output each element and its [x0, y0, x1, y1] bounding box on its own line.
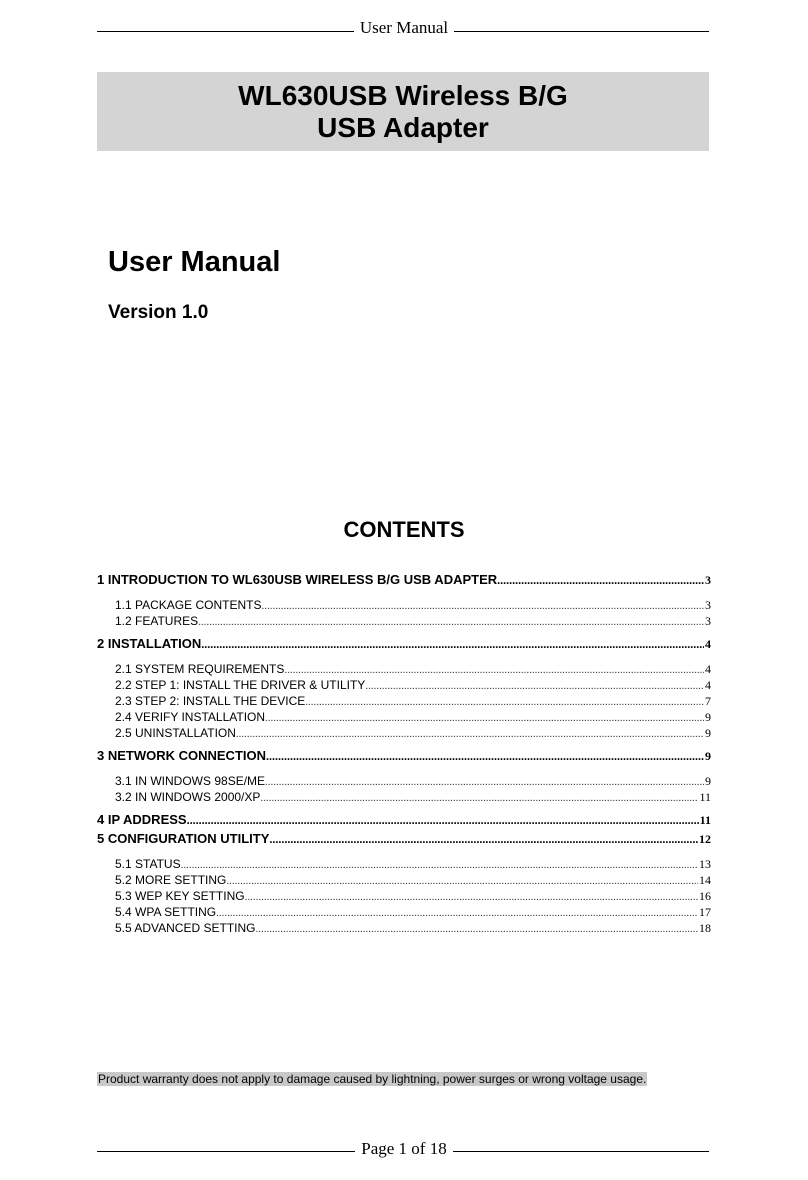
- toc-leader-dots: [269, 832, 698, 847]
- toc-entry-page: 3: [705, 573, 711, 587]
- toc-section-row[interactable]: [97, 636, 711, 655]
- toc-entry-label: 3.2 IN WINDOWS 2000/XP: [115, 790, 261, 804]
- toc-entry-page: 4: [705, 637, 711, 651]
- toc-leader-dots: [216, 907, 698, 919]
- toc-entry-label: 5.2 MORE SETTING: [115, 873, 227, 887]
- toc-entry-page: 4: [705, 662, 711, 676]
- toc-subsection-row[interactable]: [97, 921, 711, 937]
- toc-leader-dots: [265, 712, 704, 724]
- toc-subsection-row[interactable]: [97, 857, 711, 873]
- toc-subsection-row[interactable]: [97, 726, 711, 742]
- title-box: [97, 72, 709, 151]
- toc-entry-page: 13: [699, 857, 711, 871]
- toc-entry-page: 17: [699, 905, 711, 919]
- toc-leader-dots: [260, 792, 698, 804]
- title-line-1: WL630USB Wireless B/G: [238, 79, 568, 111]
- toc-entry-page: 9: [705, 710, 711, 724]
- toc-entry-label: 1.2 FEATURES: [115, 614, 199, 628]
- toc-entry-page: 18: [699, 921, 711, 935]
- toc-subsection-row[interactable]: [97, 905, 711, 921]
- toc-entry-page: 12: [699, 832, 711, 846]
- toc-leader-dots: [181, 859, 698, 871]
- toc-subsection-row[interactable]: [97, 598, 711, 614]
- toc-entry-label: 2.5 UNINSTALLATION: [115, 726, 236, 740]
- footer-page-label: Page 1 of 18: [0, 1139, 808, 1159]
- toc-leader-dots: [265, 776, 704, 788]
- toc-subsection-row[interactable]: [97, 614, 711, 630]
- toc-leader-dots: [255, 923, 698, 935]
- toc-entry-page: 4: [705, 678, 711, 692]
- toc-leader-dots: [226, 875, 698, 887]
- toc-entry-page: 11: [699, 790, 711, 804]
- toc-entry-label: 2.1 SYSTEM REQUIREMENTS: [115, 662, 285, 676]
- toc-leader-dots: [284, 664, 704, 676]
- toc-entry-label: 5 CONFIGURATION UTILITY: [97, 831, 270, 846]
- toc-entry-page: 3: [705, 614, 711, 628]
- warranty-disclaimer: Product warranty does not apply to damage caused by lightning, power surges or wrong voltage usage.: [98, 1072, 647, 1086]
- toc-subsection-row[interactable]: [97, 710, 711, 726]
- toc-subsection-row[interactable]: [97, 694, 711, 710]
- toc-entry-page: 9: [705, 749, 711, 763]
- toc-section-row[interactable]: [97, 572, 711, 591]
- title-line-2: USB Adapter: [317, 111, 489, 143]
- toc-entry-label: 2.2 STEP 1: INSTALL THE DRIVER & UTILITY: [115, 678, 366, 692]
- document-title: User Manual: [108, 246, 281, 278]
- toc-entry-label: 2.4 VERIFY INSTALLATION: [115, 710, 266, 724]
- toc-section-row[interactable]: [97, 831, 711, 850]
- toc-leader-dots: [305, 696, 704, 708]
- toc-leader-dots: [187, 813, 699, 828]
- header-label: User Manual: [0, 18, 808, 38]
- toc-entry-page: 14: [699, 873, 711, 887]
- contents-heading: CONTENTS: [343, 517, 465, 542]
- toc-entry-label: 5.3 WEP KEY SETTING: [115, 889, 245, 903]
- toc-entry-label: 5.1 STATUS: [115, 857, 181, 871]
- toc-section-row[interactable]: [97, 748, 711, 767]
- toc-entry-page: 9: [705, 726, 711, 740]
- toc-entry-label: 1 INTRODUCTION TO WL630USB WIRELESS B/G USB ADAPTER: [97, 572, 498, 587]
- toc-entry-label: 3 NETWORK CONNECTION: [97, 748, 266, 763]
- document-version: Version 1.0: [108, 302, 209, 323]
- toc-entry-page: 16: [699, 889, 711, 903]
- table-of-contents: [97, 572, 711, 943]
- toc-entry-label: 5.4 WPA SETTING: [115, 905, 217, 919]
- toc-section-row[interactable]: [97, 812, 711, 831]
- toc-entry-label: 3.1 IN WINDOWS 98SE/ME: [115, 774, 266, 788]
- toc-leader-dots: [261, 600, 704, 612]
- toc-entry-page: 9: [705, 774, 711, 788]
- toc-leader-dots: [245, 891, 698, 903]
- toc-leader-dots: [266, 749, 704, 764]
- toc-entry-page: 11: [699, 813, 711, 827]
- toc-subsection-row[interactable]: [97, 678, 711, 694]
- toc-entry-label: 1.1 PACKAGE CONTENTS: [115, 598, 262, 612]
- toc-entry-label: 2 INSTALLATION: [97, 636, 202, 651]
- toc-leader-dots: [198, 616, 704, 628]
- toc-entry-page: 3: [705, 598, 711, 612]
- toc-entry-label: 4 IP ADDRESS: [97, 812, 187, 827]
- toc-leader-dots: [497, 573, 704, 588]
- toc-subsection-row[interactable]: [97, 662, 711, 678]
- toc-entry-label: 2.3 STEP 2: INSTALL THE DEVICE: [115, 694, 306, 708]
- toc-subsection-row[interactable]: [97, 790, 711, 806]
- toc-leader-dots: [236, 728, 704, 740]
- toc-subsection-row[interactable]: [97, 873, 711, 889]
- toc-leader-dots: [201, 637, 704, 652]
- toc-subsection-row[interactable]: [97, 774, 711, 790]
- toc-entry-page: 7: [705, 694, 711, 708]
- toc-entry-label: 5.5 ADVANCED SETTING: [115, 921, 256, 935]
- toc-leader-dots: [365, 680, 704, 692]
- toc-subsection-row[interactable]: [97, 889, 711, 905]
